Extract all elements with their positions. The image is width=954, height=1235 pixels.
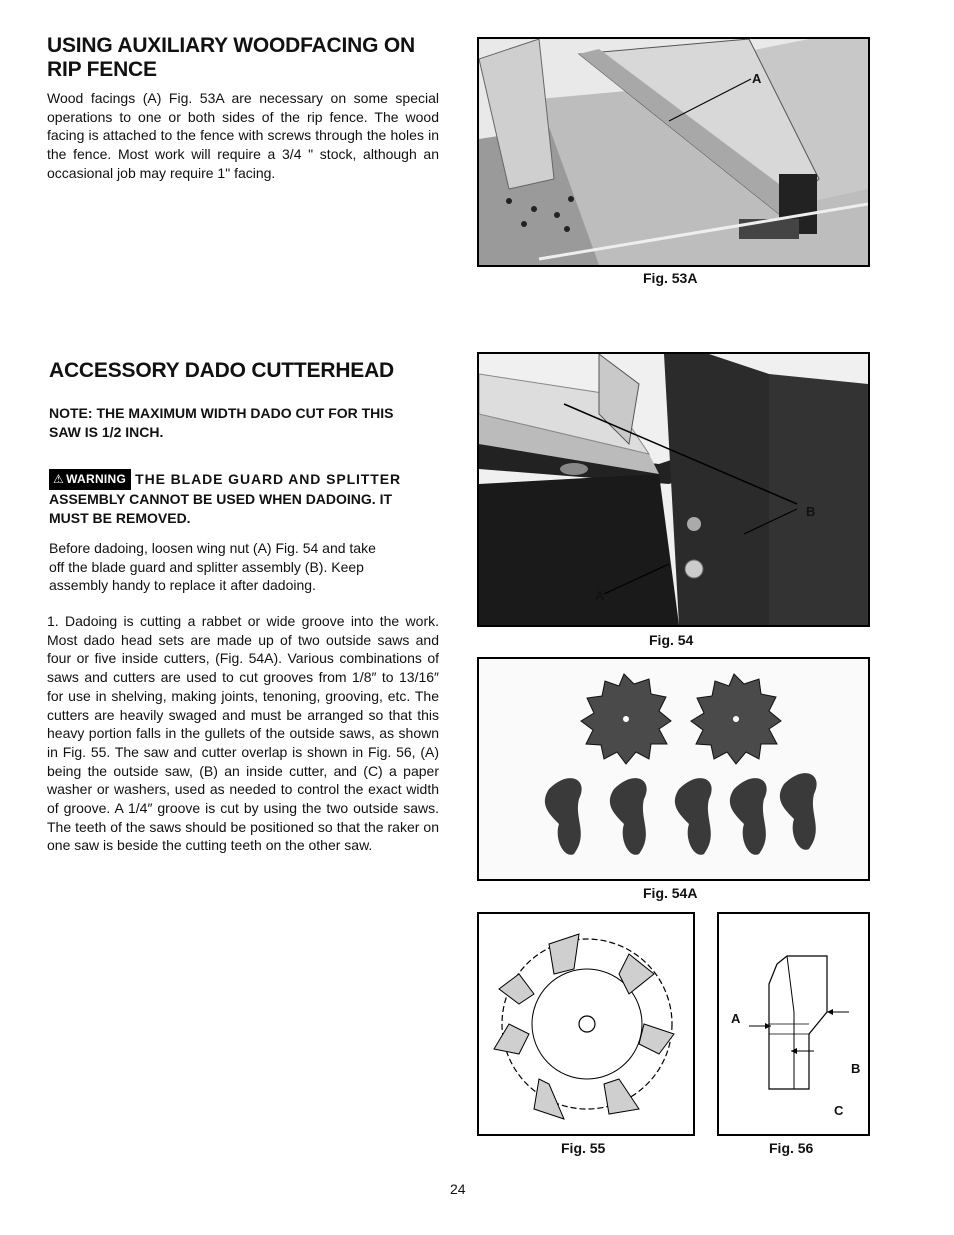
warning-line-2: ASSEMBLY CANNOT BE USED WHEN DADOING. IT [49, 491, 393, 507]
fig-53a-image [477, 37, 870, 267]
before-line-2: off the blade guard and splitter assembly (B). Keep [49, 558, 364, 575]
note-line-2: SAW IS 1/2 INCH. [49, 424, 164, 440]
page-number: 24 [450, 1181, 466, 1197]
fig-54-label-b: B [806, 504, 816, 519]
fig-54-image [477, 352, 870, 627]
title-line-1: USING AUXILIARY WOODFACING ON [47, 34, 415, 57]
fig-54-label-a: A [595, 588, 605, 603]
warning-triangle-icon: ⚠ [53, 472, 65, 486]
before-line-3: assembly handy to replace it after dadoing. [49, 577, 316, 594]
title-line-2: RIP FENCE [47, 58, 157, 81]
fig-54-caption: Fig. 54 [649, 632, 694, 648]
note-line-1: NOTE: THE MAXIMUM WIDTH DADO CUT FOR THIS [49, 405, 394, 421]
fig-54a-caption: Fig. 54A [643, 885, 698, 901]
fig-55-caption: Fig. 55 [561, 1140, 606, 1156]
fig-53a-caption: Fig. 53A [643, 270, 698, 286]
warning-line-1: THE BLADE GUARD AND SPLITTER [135, 471, 401, 487]
warning-badge-text: WARNING [66, 472, 127, 486]
fig-55-image [477, 912, 695, 1136]
warning-line-3: MUST BE REMOVED. [49, 510, 191, 526]
warning-badge [49, 469, 131, 490]
section-title-dado: ACCESSORY DADO CUTTERHEAD [49, 359, 395, 382]
before-line-1: Before dadoing, loosen wing nut (A) Fig. 54 and take [49, 540, 376, 556]
fig-54a-image [477, 657, 870, 881]
before-dadoing-paragraph [49, 539, 444, 595]
warning-paragraph [49, 469, 444, 528]
fig-53a-label-a: A [752, 71, 762, 86]
fig-56-label-a: A [731, 1011, 741, 1026]
woodfacing-paragraph: Wood facings (A) Fig. 53A are necessary on some special operations to one or both sides of the rip fence. The wood facing is attached to the fence with screws through the holes in the fence. Most work will require a 3/4 " stock, although an occasional job may require 1" facing. [47, 90, 439, 181]
step-1-paragraph: 1. Dadoing is cutting a rabbet or wide groove into the work. Most dado head sets are made up of two outside saws and four or five inside cutters, (Fig. 54A). Various combinations of saws and cutters are used to cut grooves from 1/8″ to 13/16″ for use in shelving, making joints, tenoning, grooving, etc. The cutters are heavily swaged and must be arranged so that this heavy portion falls in the gullets of the outside saws, as shown in Fig. 55. The saw and cutter overlap is shown in Fig. 56, (A) being the outside saw, (B) an inside cutter, and (C) a paper washer or washers, used as needed to control the exact width of groove. A 1/4″ groove is cut by using the two outside saws. The teeth of the saws should be positioned so that the raker on one saw is beside the cutting teeth on the other saw. [47, 613, 439, 854]
fig-56-label-c: C [834, 1103, 844, 1118]
dado-note [49, 404, 444, 442]
fig-56-caption: Fig. 56 [769, 1140, 814, 1156]
section-title-woodfacing [47, 34, 415, 82]
fig-56-label-b: B [851, 1061, 861, 1076]
